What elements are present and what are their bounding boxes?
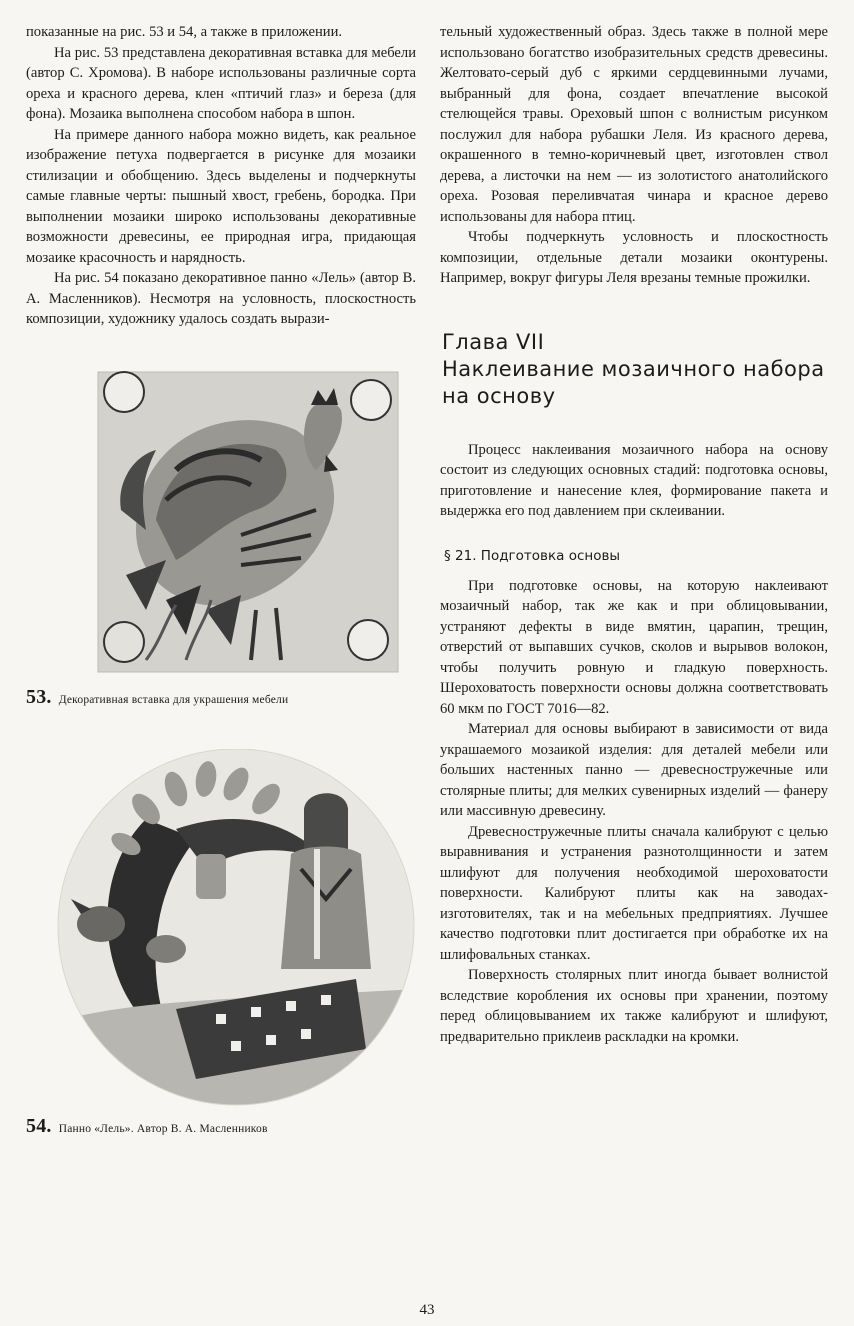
chapter-title: Наклеивание мозаичного набора на основу [442,356,825,408]
paragraph: Древесностружечные плиты сначала калибруют с целью выравнивания и устранения разнотолщинности и затем шлифуют для получения необходимой шероховатости поверхности. Калибруют плиты как на заводах-изготовителях, так и на мебельных предприятиях. Лучшее качество подготовки плит достигается при обработке их на шлифовальных станках. [440,823,828,963]
paragraph: На рис. 54 показано декоративное панно «Лель» (автор В. А. Масленников). Несмотря на условность, плоскостность композиции, художнику удалось создать вырази- [26,270,416,327]
left-column [26,22,416,1138]
right-column [440,22,828,1047]
figure-caption [26,1115,416,1138]
figure-number: 54. [26,1114,52,1137]
figure-54 [26,749,416,1138]
page-number: 43 [419,1302,435,1318]
figure-number: 53. [26,685,52,708]
lel-panel-illustration [26,749,416,1111]
section-heading: § 21. Подготовка основы [444,547,621,564]
paragraph: тельный художественный образ. Здесь также в полной мере использовано богатство изобразительных средств древесины. Желтовато-серый дуб с яркими сердцевинными лучами, выбранный для фона, создает впечатление высокой стелющейся травы. Ореховый шпон с волнистым рисунком послужил для набора рубашки Леля. Из красного дерева, окрашенного в темно-коричневый цвет, изготовлен ствол дерева, а листочки на нем — из золотистого анатолийского ореха. Розовая переливчатая чинара и красное дерево использованы для набора птиц. [440,24,828,225]
paragraph: показанные на рис. 53 и 54, а также в приложении. [26,24,343,40]
figure-53 [26,360,416,709]
caption-text: Панно «Лель». Автор В. А. Масленников [58,1122,268,1135]
figure-caption [26,686,416,709]
chapter-label: Глава VII [442,329,545,354]
paragraph: Поверхность столярных плит иногда бывает волнистой вследствие коробления их основы при хранении, поэтому перед облицовыванием их также калибруют и шлифуют, предварительно приклеив раскладки на кромки. [440,967,828,1045]
paragraph: Материал для основы выбирают в зависимости от вида украшаемого мозаикой изделия: для деталей мебели или больших настенных панно — древесностружечные или столярные плиты; для мелких сувенирных изделий — фанеру или массивную древесину. [440,721,828,819]
paragraph: При подготовке основы, на которую наклеивают мозаичный набор, так же как и при облицовывании, устраняют дефекты в виде вмятин, царапин, трещин, отверстий от выпавших сучков, сколов и вырывов волокон, чтобы получить ровную и гладкую поверхность. Шероховатость поверхности основы должна соответствовать 60 мкм по ГОСТ 7016—82. [440,577,828,717]
paragraph: Чтобы подчеркнуть условность и плоскостность композиции, отдельные детали мозаики оконтурены. Например, вокруг фигуры Леля врезаны темные прожилки. [440,229,828,286]
paragraph: На примере данного набора можно видеть, как реальное изображение петуха подвергается в рисунке для мозаики стилизации и обобщению. Здесь выделены и подчеркнуты самые главные черты: пышный хвост, гребень, бородка. При выполнении мозаики широко использованы декоративные возможности древесины, ее природная игра, придающая мозаике красочность и нарядность. [26,126,416,266]
caption-text: Декоративная вставка для украшения мебели [58,693,289,706]
rooster-mosaic-illustration [26,360,416,680]
paragraph: На рис. 53 представлена декоративная вставка для мебели (автор С. Хромова). В наборе использованы различные сорта ореха и красного дерева, клен «птичий глаз» и береза (для фона). Мозаика выполнена способом набора в шпон. [26,44,416,122]
chapter-heading [442,329,828,410]
chapter-intro: Процесс наклеивания мозаичного набора на основу состоит из следующих основных стадий: подготовка основы, приготовление и нанесение клея, формирование пакета и выдержка его под давлением при склеивании. [440,441,828,519]
